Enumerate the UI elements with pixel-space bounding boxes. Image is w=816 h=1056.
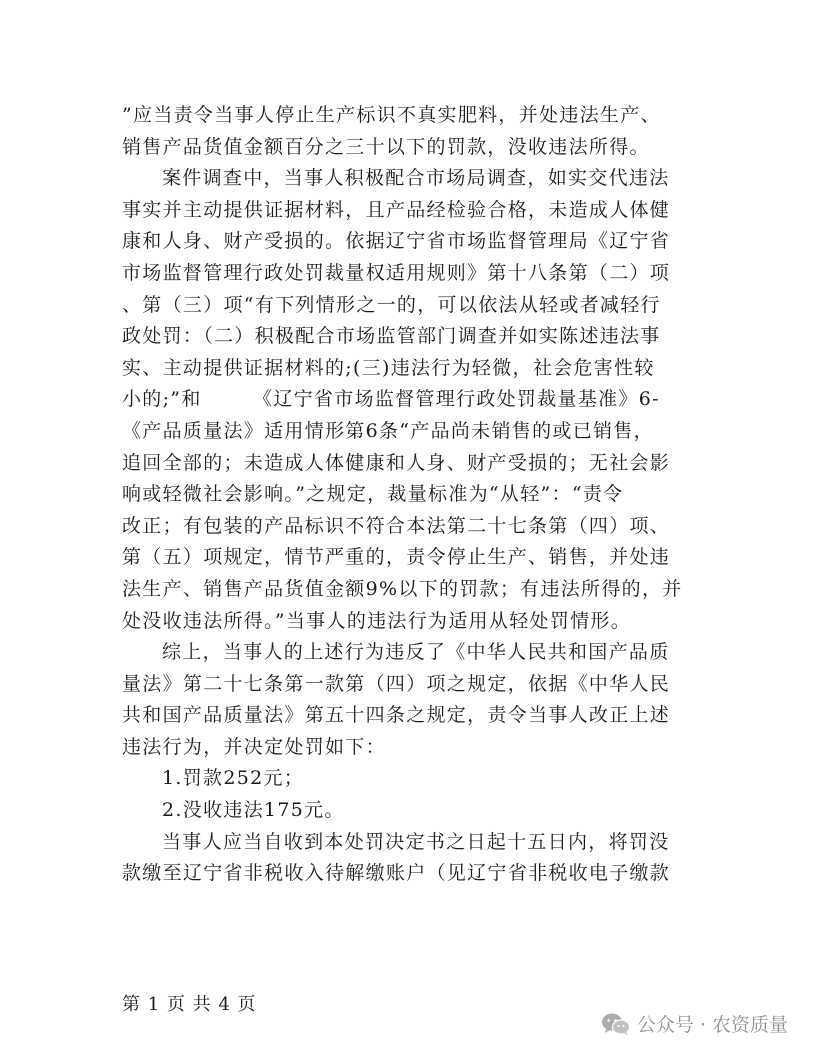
text-line: 第（五）项规定，情节严重的，责令停止生产、销售，并处违 [122,546,671,569]
text-line: 综上，当事人的上述行为违反了《中华人民共和国产品质 [162,641,670,664]
text-line: 事实并主动提供证据材料，且产品经检验合格，未造成人体健 [122,198,671,221]
text-line: 改正；有包装的产品标识不符合本法第二十七条第（四）项、 [122,514,671,537]
text-line: 款缴至辽宁省非税收入待解缴账户（见辽宁省非税收电子缴款 [122,862,671,885]
text-line: 《产品质量法》适用情形第6条“产品尚未销售的或已销售， [122,419,654,442]
text-line: 案件调查中，当事人积极配合市场局调查，如实交代违法 [162,167,670,190]
text-line: 违法行为，并决定处罚如下： [122,735,386,758]
text-line: 、第（三）项“有下列情形之一的，可以依法从轻或者减轻行 [122,293,661,316]
text-line: 当事人应当自收到本处罚决定书之日起十五日内，将罚没 [162,830,670,853]
text-line: 销售产品货值金额百分之三十以下的罚款，没收违法所得。 [122,135,650,158]
penalty-item: 1.罚款252元； [162,767,305,790]
text-line: 政处罚：（二）积极配合市场监管部门调查并如实陈述违法事 [122,325,661,348]
text-line: 法生产、销售产品货值金额9%以下的罚款；有违法所得的，并 [122,577,683,600]
wechat-icon [601,1012,631,1036]
text-line: 市场监督管理行政处罚裁量权适用规则》第十八条第（二）项 [122,261,671,284]
text-line: 小的;”和 《辽宁省市场监督管理行政处罚裁量基准》6- [122,388,660,411]
text-line: 康和人身、财产受损的。依据辽宁省市场监督管理局《辽宁省 [122,230,671,253]
text-line: 处没收违法所得。”当事人的违法行为适用从轻处罚情形。 [122,609,632,632]
watermark [601,1010,788,1037]
text-line: 追回全部的；未造成人体健康和人身、财产受损的；无社会影 [122,451,671,474]
text-line: 共和国产品质量法》第五十四条之规定，责令当事人改正上述 [122,704,671,727]
text-line: ”应当责令当事人停止生产标识不真实肥料，并处违法生产、 [122,104,661,126]
watermark-text: 公众号 · 农资质量 [636,1014,788,1036]
text-line: 量法》第二十七条第一款第（四）项之规定，依据《中华人民 [122,672,671,695]
page-indicator: 第 1 页 共 4 页 [122,994,257,1015]
text-line: 实、主动提供证据材料的;(三)违法行为轻微，社会危害性较 [122,356,655,379]
text-line: 响或轻微社会影响。”之规定，裁量标准为“从轻”：“责令 [122,483,624,506]
document-body [122,100,702,890]
penalty-item: 2.没收违法175元。 [162,799,345,822]
